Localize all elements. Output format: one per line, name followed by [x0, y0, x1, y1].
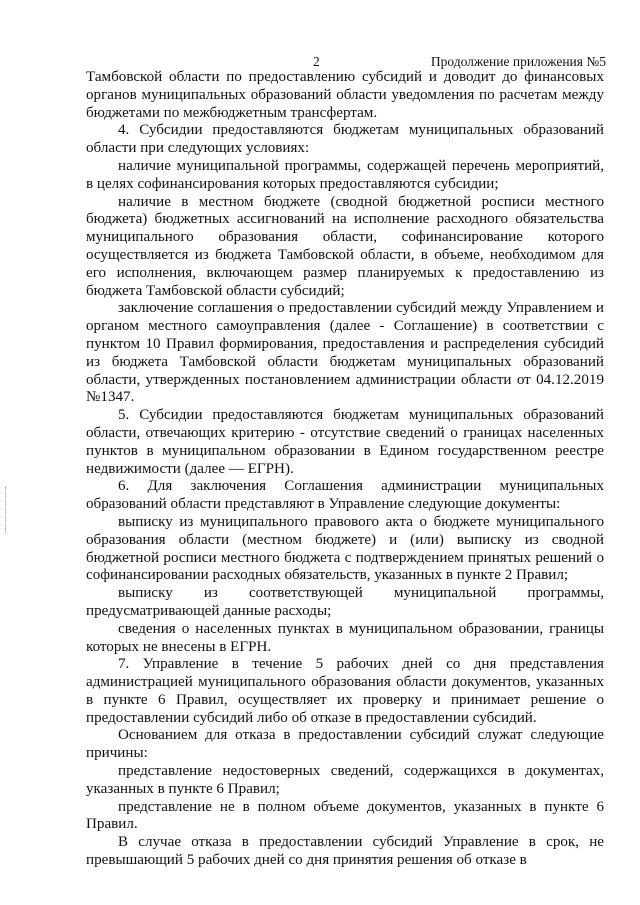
paragraph: наличие муниципальной программы, содержащей перечень мероприятий, в целях софинансирования которых предоставляются субсидии; [86, 157, 604, 192]
paragraph: заключение соглашения о предоставлении субсидий между Управлением и органом местного самоуправления (далее - Соглашение) в соответствии с пунктом 10 Правил формирования, предоставления и распределения субсидий из бюджета Тамбовской области бюджетам муниципальных образований области, утвержденных постановлением администрации области от 04.12.2019 №1347. [86, 300, 604, 406]
paragraph: представление недостоверных сведений, содержащихся в документах, указанных в пункте 6 Правил; [86, 763, 604, 797]
paragraph: 5. Субсидии предоставляются бюджетам муниципальных образований области, отвечающих критерию - отсутствие сведений о границах населенных пунктов в муниципальном образовании в Едином государственном реестре недвижимости (далее — ЕГРН). [86, 407, 604, 477]
paragraph: 4. Субсидии предоставляются бюджетам муниципальных образований области при следующих условиях: [86, 122, 604, 157]
page-number: 2 [313, 54, 320, 69]
document-body [86, 69, 604, 870]
paragraph: В случае отказа в предоставлении субсидий Управление в срок, не превышающий 5 рабочих дней со дня принятия решения об отказе в [86, 834, 604, 869]
continuation-header: Продолжение приложения №5 [430, 54, 606, 69]
paragraph: выписку из соответствующей муниципальной программы, предусматривающей данные расходы; [86, 585, 604, 619]
paragraph: Основанием для отказа в предоставлении субсидий служат следующие причины: [86, 727, 604, 762]
scan-margin-mark [5, 487, 8, 533]
paragraph: сведения о населенных пунктах в муниципальном образовании, границы которых не внесены в ЕГРН. [86, 620, 604, 655]
paragraph: представление не в полном объеме документов, указанных в пункте 6 Правил. [86, 798, 604, 833]
paragraph: 6. Для заключения Соглашения администрации муниципальных образований области представляют в Управление следующие документы: [86, 478, 604, 513]
paragraph: 7. Управление в течение 5 рабочих дней со дня представления администрацией муниципального образования области документов, указанных в пункте 6 Правил, осуществляет их проверку и принимает решение о предоставлении субсидий либо об отказе в предоставлении субсидий. [86, 656, 604, 726]
paragraph: наличие в местном бюджете (сводной бюджетной росписи местного бюджета) бюджетных ассигнований на исполнение расходного обязательства муниципального образования области, софинансирование которого осуществляется из бюджета Тамбовской области, в объеме, необходимом для его исполнения, включающем размер планируемых к предоставлению из бюджета Тамбовской области субсидий; [86, 193, 604, 299]
paragraph: Тамбовской области по предоставлению субсидий и доводит до финансовых органов муниципальных образований области уведомления по расчетам между бюджетами по межбюджетным трансфертам. [86, 69, 604, 121]
paragraph: выписку из муниципального правового акта о бюджете муниципального образования области (местном бюджете) и (или) выписку из сводной бюджетной росписи местного бюджета с подтверждением принятых решений о софинансировании расходных обязательств, указанных в пункте 2 Правил; [86, 513, 604, 584]
